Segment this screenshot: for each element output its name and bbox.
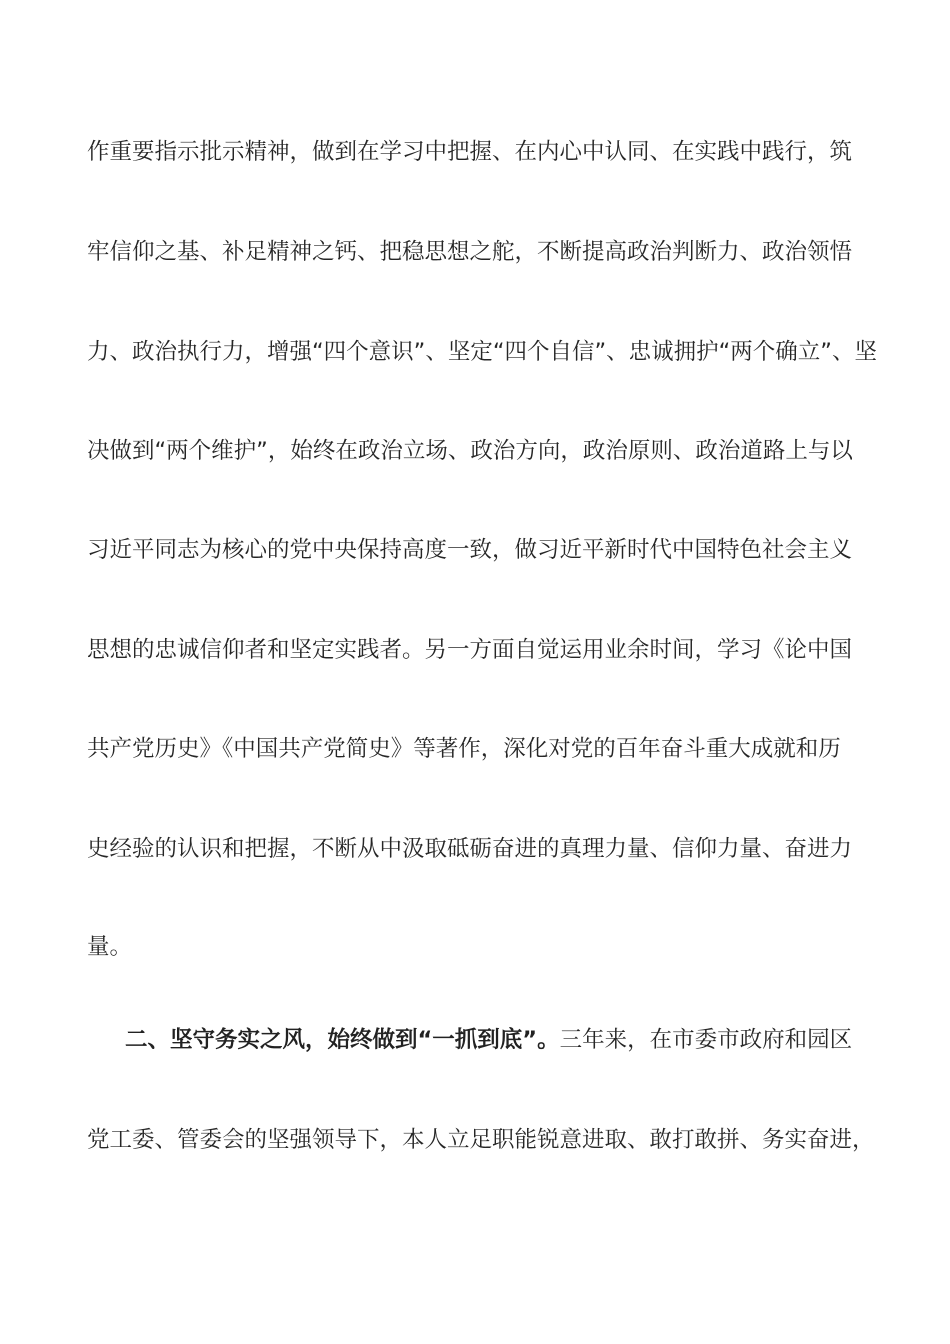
paragraph-2-first-line-text: 三年来，在市委市政府和园区	[559, 1027, 853, 1053]
paragraph-1-line-3: 力、政治执行力，增强“四个意识”、坚定“四个自信”、忠诚拥护“两个确立”、坚	[87, 339, 877, 365]
paragraph-1-line-9: 量。	[87, 934, 133, 960]
paragraph-1-line-2: 牢信仰之基、补足精神之钙、把稳思想之舵，不断提高政治判断力、政治领悟	[87, 239, 853, 265]
paragraph-1-line-6: 思想的忠诚信仰者和坚定实践者。另一方面自觉运用业余时间，学习《论中国	[87, 637, 853, 663]
paragraph-1-line-8: 史经验的认识和把握，不断从中汲取砥砺奋进的真理力量、信仰力量、奋进力	[87, 836, 853, 862]
paragraph-2-line-1	[125, 1025, 852, 1055]
paragraph-2-line-2: 党工委、管委会的坚强领导下，本人立足职能锐意进取、敢打敢拼、务实奋进，	[87, 1127, 875, 1153]
paragraph-1-line-5: 习近平同志为核心的党中央保持高度一致，做习近平新时代中国特色社会主义	[87, 537, 853, 563]
paragraph-1-line-1: 作重要指示批示精神，做到在学习中把握、在内心中认同、在实践中践行，筑	[87, 139, 853, 165]
paragraph-1-line-7: 共产党历史》《中国共产党简史》等著作，深化对党的百年奋斗重大成就和历	[87, 736, 841, 762]
section-heading: 二、坚守务实之风，始终做到“一抓到底”。	[125, 1027, 560, 1053]
paragraph-1-line-4: 决做到“两个维护”，始终在政治立场、政治方向，政治原则、政治道路上与以	[87, 438, 853, 464]
